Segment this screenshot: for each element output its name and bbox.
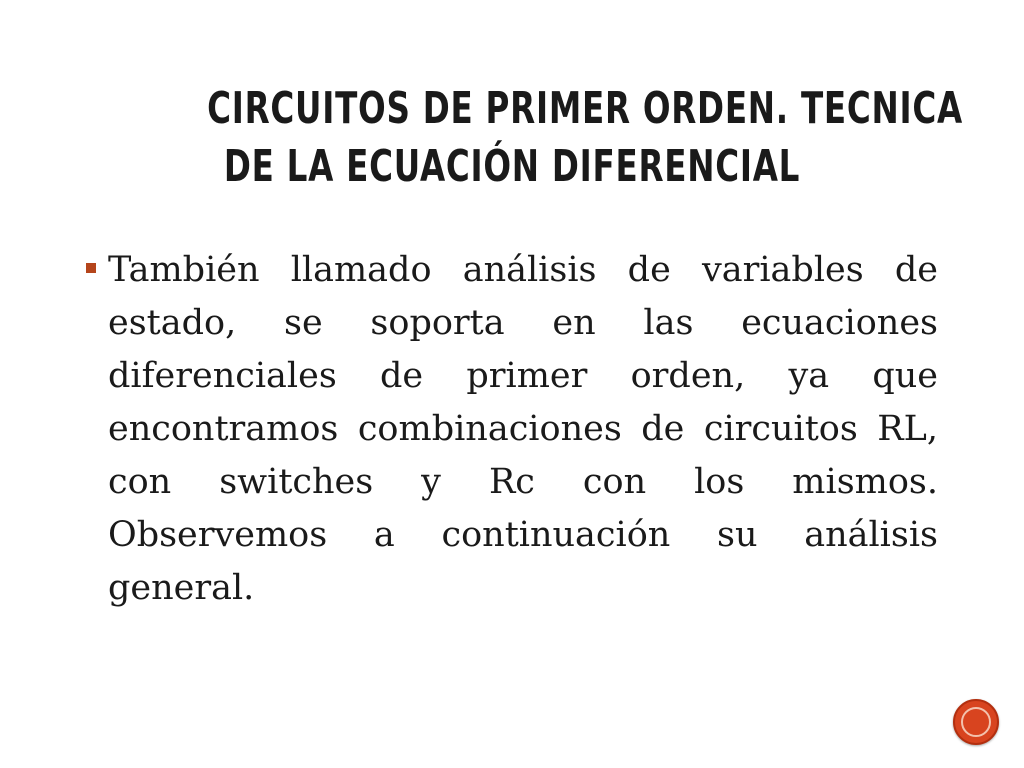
circle-nav-icon	[961, 707, 991, 737]
slide-body	[86, 244, 938, 615]
bullet-item	[86, 244, 938, 615]
slide-title	[207, 80, 963, 196]
slide-title-line-1: CIRCUITOS DE PRIMER ORDEN. TECNICA	[207, 83, 963, 134]
square-bullet-icon	[86, 263, 96, 273]
slide-title-line-2: DE LA ECUACIÓN DIFERENCIAL	[223, 141, 801, 192]
circle-nav-button[interactable]	[953, 699, 999, 745]
bullet-text: También llamado análisis de variables de estado, se soporta en las ecuaciones diferenciales de primer orden, ya que encontramos combinaciones de circuitos RL, con switches y Rc con los mismos. Observemos a continuación su análisis general.	[108, 250, 938, 608]
